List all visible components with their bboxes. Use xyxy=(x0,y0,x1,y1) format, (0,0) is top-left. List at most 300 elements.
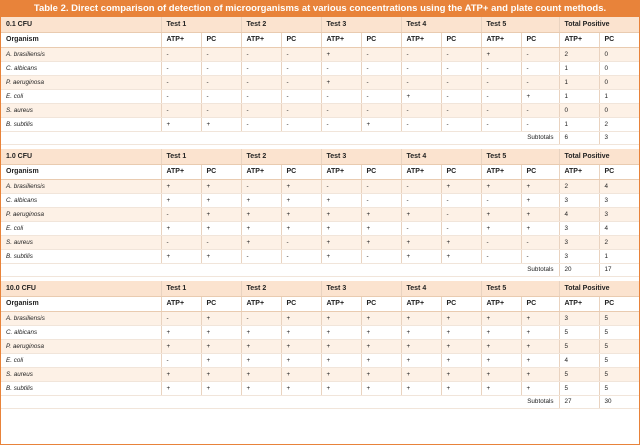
atp-result: + xyxy=(481,222,521,236)
atp-header: ATP+ xyxy=(481,33,521,48)
atp-result: - xyxy=(161,104,201,118)
pc-result: - xyxy=(441,194,481,208)
pc-header: PC xyxy=(441,297,481,312)
atp-result: + xyxy=(161,340,201,354)
pc-result: + xyxy=(441,340,481,354)
pc-header: PC xyxy=(201,33,241,48)
atp-total: 0 xyxy=(559,104,599,118)
pc-result: + xyxy=(361,236,401,250)
total-positive-header: Total Positive xyxy=(559,17,639,33)
atp-result: + xyxy=(321,368,361,382)
pc-result: - xyxy=(361,194,401,208)
pc-result: + xyxy=(201,368,241,382)
atp-header: ATP+ xyxy=(241,33,281,48)
atp-result: - xyxy=(241,76,281,90)
atp-result: + xyxy=(401,382,441,396)
test-header: Test 5 xyxy=(481,17,559,33)
organism-name: P. aeruginosa xyxy=(1,76,161,90)
organism-name: E. coli xyxy=(1,90,161,104)
atp-result: - xyxy=(241,118,281,132)
pc-result: + xyxy=(361,340,401,354)
atp-result: - xyxy=(241,250,281,264)
pc-header: PC xyxy=(599,165,639,180)
pc-total: 0 xyxy=(599,48,639,62)
atp-result: + xyxy=(401,90,441,104)
pc-result: + xyxy=(281,326,321,340)
test-header: Test 5 xyxy=(481,281,559,297)
table-row xyxy=(1,48,639,62)
atp-result: + xyxy=(481,180,521,194)
organism-name: C. albicans xyxy=(1,326,161,340)
atp-result: - xyxy=(241,312,281,326)
pc-result: + xyxy=(281,194,321,208)
pc-header: PC xyxy=(521,33,559,48)
organism-name: P. aeruginosa xyxy=(1,208,161,222)
pc-result: + xyxy=(201,326,241,340)
atp-result: - xyxy=(481,90,521,104)
atp-result: + xyxy=(161,250,201,264)
pc-result: + xyxy=(361,312,401,326)
pc-result: + xyxy=(201,340,241,354)
pc-result: - xyxy=(441,208,481,222)
atp-result: + xyxy=(321,208,361,222)
subtotal-label: Subtotals xyxy=(1,132,559,145)
atp-result: + xyxy=(401,368,441,382)
pc-result: + xyxy=(521,194,559,208)
atp-total: 1 xyxy=(559,90,599,104)
pc-result: + xyxy=(281,382,321,396)
pc-result: - xyxy=(201,90,241,104)
organism-header: Organism xyxy=(1,33,161,48)
pc-result: + xyxy=(441,326,481,340)
pc-result: + xyxy=(521,180,559,194)
atp-result: + xyxy=(161,326,201,340)
pc-result: - xyxy=(361,250,401,264)
pc-result: + xyxy=(441,368,481,382)
table-row xyxy=(1,312,639,326)
atp-total: 4 xyxy=(559,354,599,368)
pc-header: PC xyxy=(361,165,401,180)
pc-result: - xyxy=(281,104,321,118)
atp-result: + xyxy=(241,222,281,236)
pc-total: 0 xyxy=(599,104,639,118)
atp-result: - xyxy=(241,62,281,76)
pc-result: + xyxy=(441,250,481,264)
pc-header: PC xyxy=(521,165,559,180)
test-header: Test 3 xyxy=(321,17,401,33)
section-header-row xyxy=(1,281,639,297)
pc-result: + xyxy=(441,354,481,368)
atp-result: - xyxy=(481,194,521,208)
atp-total: 2 xyxy=(559,48,599,62)
pc-result: + xyxy=(521,326,559,340)
pc-header: PC xyxy=(281,297,321,312)
atp-result: + xyxy=(321,194,361,208)
organism-header: Organism xyxy=(1,297,161,312)
test-header: Test 3 xyxy=(321,281,401,297)
organism-name: S. aureus xyxy=(1,368,161,382)
test-header: Test 2 xyxy=(241,281,321,297)
atp-result: + xyxy=(401,250,441,264)
pc-result: - xyxy=(521,62,559,76)
atp-result: - xyxy=(321,90,361,104)
section-header-row xyxy=(1,17,639,33)
atp-result: - xyxy=(481,118,521,132)
pc-result: + xyxy=(201,354,241,368)
pc-result: - xyxy=(201,62,241,76)
atp-header: ATP+ xyxy=(241,165,281,180)
atp-result: - xyxy=(401,76,441,90)
organism-name: S. aureus xyxy=(1,104,161,118)
atp-result: + xyxy=(321,250,361,264)
atp-result: + xyxy=(481,354,521,368)
pc-result: - xyxy=(441,104,481,118)
pc-result: - xyxy=(281,62,321,76)
atp-result: - xyxy=(401,104,441,118)
pc-total: 5 xyxy=(599,326,639,340)
atp-result: - xyxy=(161,48,201,62)
atp-result: + xyxy=(161,118,201,132)
pc-result: + xyxy=(201,312,241,326)
pc-total: 5 xyxy=(599,340,639,354)
atp-total: 1 xyxy=(559,76,599,90)
pc-result: + xyxy=(201,194,241,208)
test-header: Test 5 xyxy=(481,149,559,165)
pc-result: + xyxy=(521,368,559,382)
pc-total: 0 xyxy=(599,76,639,90)
pc-header: PC xyxy=(361,33,401,48)
pc-result: - xyxy=(521,48,559,62)
column-header-row xyxy=(1,165,639,180)
atp-result: + xyxy=(401,340,441,354)
test-header: Test 1 xyxy=(161,281,241,297)
atp-result: + xyxy=(321,354,361,368)
atp-header: ATP+ xyxy=(321,33,361,48)
organism-name: C. albicans xyxy=(1,62,161,76)
organism-name: B. subtilis xyxy=(1,382,161,396)
pc-total: 5 xyxy=(599,382,639,396)
atp-result: + xyxy=(481,340,521,354)
pc-total: 3 xyxy=(599,208,639,222)
atp-result: + xyxy=(481,48,521,62)
section-header-row xyxy=(1,149,639,165)
atp-result: - xyxy=(321,104,361,118)
section-label: 1.0 CFU xyxy=(1,149,161,165)
pc-result: + xyxy=(281,312,321,326)
atp-result: + xyxy=(481,312,521,326)
atp-total: 3 xyxy=(559,222,599,236)
atp-header: ATP+ xyxy=(481,165,521,180)
atp-result: - xyxy=(161,312,201,326)
atp-header: ATP+ xyxy=(161,297,201,312)
atp-header: ATP+ xyxy=(401,165,441,180)
atp-result: - xyxy=(241,180,281,194)
table-row xyxy=(1,236,639,250)
atp-result: - xyxy=(161,208,201,222)
atp-result: - xyxy=(161,62,201,76)
pc-header: PC xyxy=(521,297,559,312)
atp-result: + xyxy=(241,194,281,208)
pc-result: - xyxy=(521,236,559,250)
table-row xyxy=(1,90,639,104)
table-row xyxy=(1,76,639,90)
atp-header: ATP+ xyxy=(401,297,441,312)
subtotal-atp: 6 xyxy=(559,132,599,145)
pc-total: 0 xyxy=(599,62,639,76)
pc-result: + xyxy=(281,354,321,368)
pc-total: 2 xyxy=(599,118,639,132)
organism-name: A. brasiliensis xyxy=(1,180,161,194)
pc-result: + xyxy=(361,368,401,382)
pc-result: - xyxy=(201,236,241,250)
atp-result: - xyxy=(401,118,441,132)
pc-result: - xyxy=(441,90,481,104)
pc-result: - xyxy=(361,90,401,104)
atp-result: - xyxy=(161,354,201,368)
organism-header: Organism xyxy=(1,165,161,180)
atp-result: - xyxy=(161,90,201,104)
atp-result: - xyxy=(401,48,441,62)
atp-header: ATP+ xyxy=(559,165,599,180)
atp-result: + xyxy=(241,326,281,340)
pc-result: + xyxy=(281,340,321,354)
pc-total: 1 xyxy=(599,90,639,104)
atp-result: + xyxy=(321,48,361,62)
pc-result: - xyxy=(201,104,241,118)
subtotal-row xyxy=(1,396,639,409)
subtotal-row xyxy=(1,264,639,277)
atp-result: + xyxy=(161,368,201,382)
test-header: Test 4 xyxy=(401,149,481,165)
pc-result: + xyxy=(361,118,401,132)
pc-result: - xyxy=(281,90,321,104)
pc-header: PC xyxy=(201,165,241,180)
organism-name: P. aeruginosa xyxy=(1,340,161,354)
organism-name: A. brasiliensis xyxy=(1,48,161,62)
test-header: Test 4 xyxy=(401,17,481,33)
atp-result: - xyxy=(321,180,361,194)
table-row xyxy=(1,222,639,236)
atp-header: ATP+ xyxy=(161,33,201,48)
atp-result: - xyxy=(401,62,441,76)
test-header: Test 2 xyxy=(241,17,321,33)
atp-total: 4 xyxy=(559,208,599,222)
table-row xyxy=(1,250,639,264)
subtotal-pc: 3 xyxy=(599,132,639,145)
pc-total: 5 xyxy=(599,354,639,368)
pc-result: - xyxy=(521,76,559,90)
pc-result: + xyxy=(281,368,321,382)
pc-result: - xyxy=(281,250,321,264)
atp-result: + xyxy=(481,326,521,340)
pc-result: + xyxy=(201,382,241,396)
pc-result: - xyxy=(441,62,481,76)
pc-result: + xyxy=(441,312,481,326)
pc-result: - xyxy=(521,104,559,118)
atp-total: 3 xyxy=(559,250,599,264)
atp-result: - xyxy=(401,194,441,208)
subtotal-label: Subtotals xyxy=(1,264,559,277)
results-table xyxy=(1,17,639,409)
pc-total: 3 xyxy=(599,194,639,208)
pc-result: + xyxy=(201,180,241,194)
pc-result: + xyxy=(201,250,241,264)
atp-total: 1 xyxy=(559,118,599,132)
atp-result: + xyxy=(321,340,361,354)
atp-total: 3 xyxy=(559,236,599,250)
atp-result: + xyxy=(241,368,281,382)
subtotal-pc: 30 xyxy=(599,396,639,409)
test-header: Test 2 xyxy=(241,149,321,165)
atp-header: ATP+ xyxy=(241,297,281,312)
atp-result: + xyxy=(241,382,281,396)
atp-result: + xyxy=(481,368,521,382)
pc-result: + xyxy=(521,208,559,222)
atp-result: + xyxy=(321,312,361,326)
atp-result: + xyxy=(241,208,281,222)
pc-result: - xyxy=(361,76,401,90)
test-header: Test 3 xyxy=(321,149,401,165)
pc-header: PC xyxy=(599,33,639,48)
atp-total: 5 xyxy=(559,340,599,354)
test-header: Test 4 xyxy=(401,281,481,297)
atp-total: 1 xyxy=(559,62,599,76)
pc-result: - xyxy=(441,222,481,236)
table-row xyxy=(1,368,639,382)
pc-result: + xyxy=(521,354,559,368)
atp-result: + xyxy=(401,208,441,222)
pc-result: - xyxy=(361,62,401,76)
pc-result: - xyxy=(281,236,321,250)
test-header: Test 1 xyxy=(161,17,241,33)
pc-total: 5 xyxy=(599,368,639,382)
pc-header: PC xyxy=(281,165,321,180)
atp-result: - xyxy=(481,104,521,118)
atp-result: + xyxy=(481,208,521,222)
pc-result: - xyxy=(201,48,241,62)
atp-result: + xyxy=(401,312,441,326)
table-title: Table 2. Direct comparison of detection of microorganisms at various concentrations using the ATP+ and plate count methods. xyxy=(1,1,639,17)
total-positive-header: Total Positive xyxy=(559,281,639,297)
pc-result: - xyxy=(441,118,481,132)
atp-total: 3 xyxy=(559,312,599,326)
atp-header: ATP+ xyxy=(401,33,441,48)
organism-name: B. subtilis xyxy=(1,118,161,132)
pc-header: PC xyxy=(361,297,401,312)
atp-result: - xyxy=(481,76,521,90)
results-table-body xyxy=(1,17,639,409)
pc-result: + xyxy=(521,222,559,236)
atp-header: ATP+ xyxy=(321,165,361,180)
table-row xyxy=(1,354,639,368)
atp-result: - xyxy=(481,62,521,76)
subtotal-atp: 27 xyxy=(559,396,599,409)
table-row xyxy=(1,118,639,132)
pc-result: + xyxy=(201,222,241,236)
pc-result: + xyxy=(441,382,481,396)
atp-total: 5 xyxy=(559,368,599,382)
pc-result: - xyxy=(361,180,401,194)
atp-result: + xyxy=(401,326,441,340)
atp-header: ATP+ xyxy=(321,297,361,312)
total-positive-header: Total Positive xyxy=(559,149,639,165)
atp-total: 2 xyxy=(559,180,599,194)
organism-name: C. albicans xyxy=(1,194,161,208)
pc-result: - xyxy=(201,76,241,90)
column-header-row xyxy=(1,297,639,312)
pc-result: - xyxy=(521,250,559,264)
pc-result: - xyxy=(281,118,321,132)
pc-result: - xyxy=(361,104,401,118)
pc-result: - xyxy=(521,118,559,132)
table-row xyxy=(1,208,639,222)
pc-result: + xyxy=(201,118,241,132)
pc-result: - xyxy=(281,76,321,90)
atp-result: - xyxy=(321,62,361,76)
table-row xyxy=(1,194,639,208)
atp-result: + xyxy=(241,354,281,368)
atp-result: - xyxy=(401,222,441,236)
pc-total: 1 xyxy=(599,250,639,264)
pc-result: - xyxy=(281,48,321,62)
organism-name: A. brasiliensis xyxy=(1,312,161,326)
table-row xyxy=(1,326,639,340)
atp-result: + xyxy=(481,382,521,396)
pc-header: PC xyxy=(599,297,639,312)
atp-result: + xyxy=(241,236,281,250)
atp-result: + xyxy=(321,382,361,396)
atp-result: - xyxy=(241,48,281,62)
atp-result: + xyxy=(321,236,361,250)
table-row xyxy=(1,62,639,76)
section-label: 0.1 CFU xyxy=(1,17,161,33)
organism-name: E. coli xyxy=(1,222,161,236)
pc-result: - xyxy=(441,76,481,90)
pc-header: PC xyxy=(201,297,241,312)
pc-total: 4 xyxy=(599,222,639,236)
subtotal-label: Subtotals xyxy=(1,396,559,409)
table-row xyxy=(1,104,639,118)
pc-result: + xyxy=(281,208,321,222)
atp-result: + xyxy=(161,180,201,194)
atp-total: 5 xyxy=(559,382,599,396)
pc-result: + xyxy=(361,382,401,396)
organism-name: E. coli xyxy=(1,354,161,368)
atp-header: ATP+ xyxy=(559,297,599,312)
atp-result: + xyxy=(401,236,441,250)
atp-result: - xyxy=(161,236,201,250)
pc-result: + xyxy=(521,340,559,354)
pc-result: - xyxy=(441,48,481,62)
atp-result: + xyxy=(321,76,361,90)
table-row xyxy=(1,340,639,354)
pc-header: PC xyxy=(441,165,481,180)
pc-header: PC xyxy=(281,33,321,48)
atp-total: 5 xyxy=(559,326,599,340)
organism-name: S. aureus xyxy=(1,236,161,250)
atp-header: ATP+ xyxy=(481,297,521,312)
column-header-row xyxy=(1,33,639,48)
pc-result: + xyxy=(361,326,401,340)
pc-result: + xyxy=(521,382,559,396)
pc-result: + xyxy=(281,180,321,194)
pc-header: PC xyxy=(441,33,481,48)
atp-result: - xyxy=(321,118,361,132)
atp-result: + xyxy=(321,222,361,236)
pc-result: + xyxy=(201,208,241,222)
atp-result: - xyxy=(241,90,281,104)
organism-name: B. subtilis xyxy=(1,250,161,264)
